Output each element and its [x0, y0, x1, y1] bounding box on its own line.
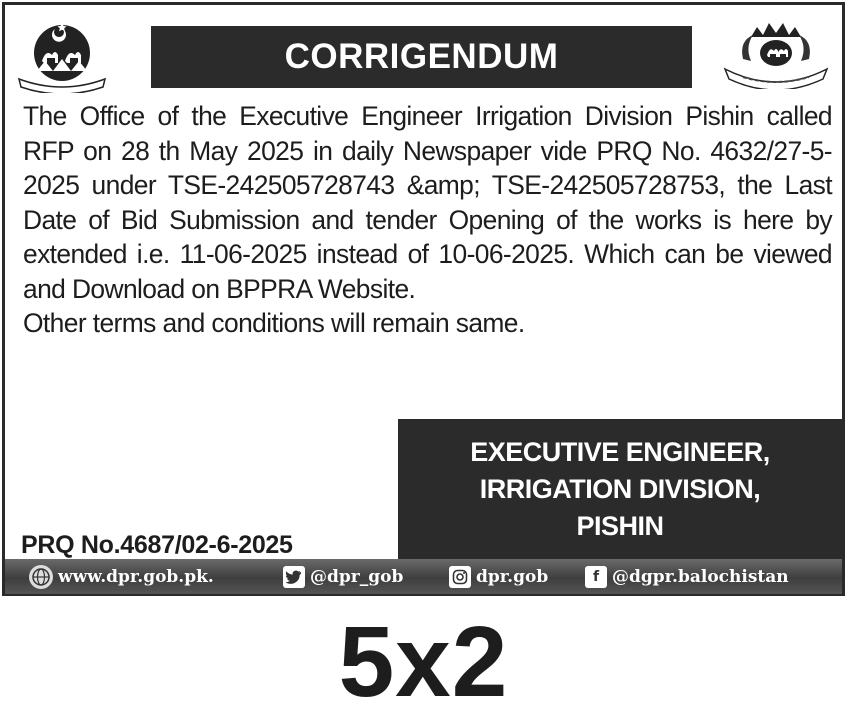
- signature-block: [398, 419, 842, 559]
- notice-title: CORRIGENDUM: [151, 26, 692, 88]
- instagram-icon: [449, 566, 471, 588]
- footer-website[interactable]: [29, 565, 214, 589]
- footer-twitter-text: @dpr_gob: [310, 566, 404, 587]
- signature-line-location: PISHIN: [576, 510, 664, 541]
- footer-bar: [5, 559, 842, 594]
- footer-twitter[interactable]: [283, 566, 403, 588]
- signature-line-division: IRRIGATION DIVISION,: [479, 473, 761, 504]
- footer-facebook[interactable]: [585, 566, 789, 588]
- dgpr-emblem-icon: [717, 19, 835, 89]
- footer-instagram-text: dpr.gob: [476, 566, 549, 587]
- ad-size-label: 5x2: [338, 606, 509, 710]
- notice-paragraph: The Office of the Executive Engineer Irrigation Division Pishin called RFP on 28 th May 2025 in daily Newspaper vide PRQ No. 4632/27-5-2025 under TSE-242505728743 &amp; TSE-242505728753, the Last Date of Bid Submission and tender Opening of the works is here by extended i.e. 11-06-2025 instead of 10-06-2025. Which can be viewed and Download on BPPRA Website.: [23, 101, 832, 304]
- twitter-icon: [283, 566, 305, 588]
- footer-website-text: www.dpr.gob.pk.: [58, 566, 214, 587]
- facebook-icon: f: [585, 566, 607, 588]
- footer-facebook-text: @dgpr.balochistan: [612, 566, 789, 587]
- prq-number: PRQ No.4687/02-6-2025: [21, 531, 293, 559]
- globe-icon: [29, 565, 53, 589]
- footer-instagram[interactable]: [449, 566, 548, 588]
- balochistan-emblem-icon: [15, 17, 109, 93]
- notice-body: [23, 99, 832, 341]
- notice-paragraph-terms: Other terms and conditions will remain same.: [23, 308, 525, 338]
- signature-line-designation: EXECUTIVE ENGINEER,: [470, 436, 770, 467]
